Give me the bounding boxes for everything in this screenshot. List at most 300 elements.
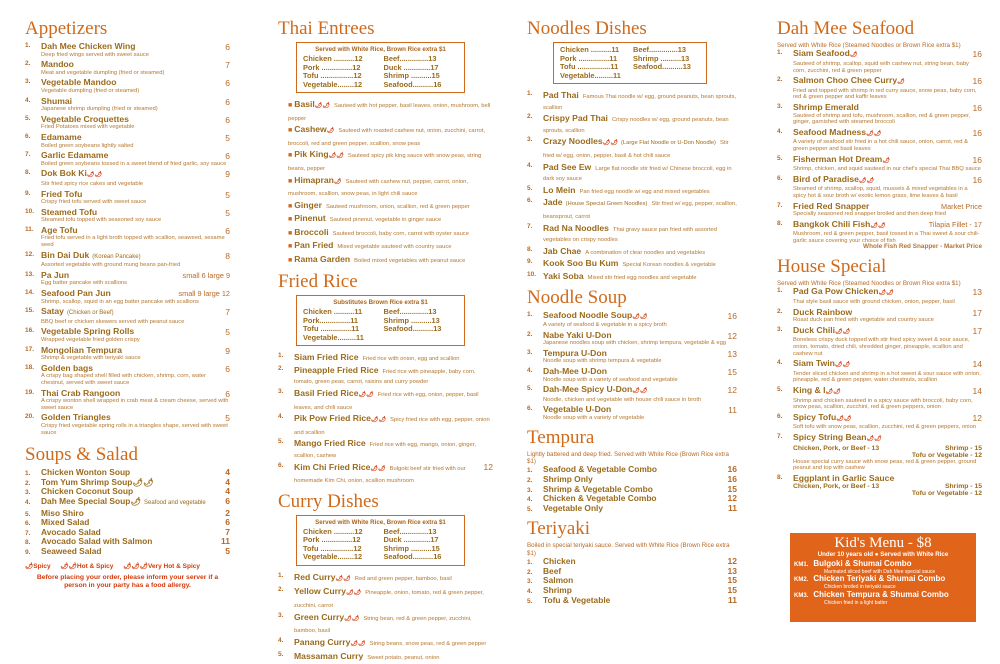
item-price: 4 bbox=[225, 467, 230, 478]
item-name-text: Spicy Tofu bbox=[793, 411, 837, 422]
price-cell: Shrimp ..........15 bbox=[383, 71, 440, 80]
item-price: 13 bbox=[972, 287, 982, 298]
bullet-icon: ■ bbox=[288, 229, 293, 237]
item-name-text: Rad Na Noodles bbox=[543, 222, 609, 233]
item-price: 12 bbox=[972, 412, 982, 423]
item-number: 8. bbox=[527, 245, 533, 253]
item-name bbox=[294, 227, 328, 237]
item-number: 1. bbox=[777, 49, 783, 57]
item-name-text: Golden Triangles bbox=[41, 412, 111, 423]
item-name bbox=[543, 136, 716, 146]
item-name bbox=[793, 76, 982, 88]
item-number: 8. bbox=[777, 219, 783, 227]
item-name bbox=[793, 175, 982, 187]
legend-very-hot: 🌶🌶🌶Very Hot & Spicy bbox=[123, 563, 200, 571]
kids-list bbox=[794, 560, 972, 606]
item-name-text: Shrimp Only bbox=[543, 474, 593, 485]
curry-price-grid bbox=[303, 528, 458, 562]
item-line bbox=[543, 113, 737, 134]
chili-icon: 🌶🌶 bbox=[86, 172, 103, 179]
item-number: 4. bbox=[527, 588, 533, 595]
chili-icon: 🌶 bbox=[849, 52, 858, 59]
item-name-text: Mandoo bbox=[41, 59, 74, 70]
item-description: Fried and topped with shrimp in red curry sauce, snow peas, baby corn, red & green pepper and kaffir leaves bbox=[793, 87, 977, 101]
item-description: Sweet potato, peanut, onion bbox=[367, 655, 440, 662]
item-name bbox=[41, 346, 230, 356]
item-name bbox=[41, 78, 230, 88]
item-price: 16 bbox=[972, 102, 982, 113]
item-name-text: Green Curry bbox=[294, 611, 345, 622]
item-description: Noodle soup with a variety of vegetable bbox=[543, 415, 645, 422]
item-description: Fried rice with egg, onion, pepper, basil leaves, and chili sauce bbox=[294, 392, 479, 411]
item-name bbox=[543, 349, 737, 359]
price-cell bbox=[633, 72, 700, 81]
item-line bbox=[294, 365, 493, 386]
seafood-list bbox=[777, 49, 982, 251]
item-number: 2. bbox=[527, 113, 533, 121]
item-number: 1. bbox=[278, 571, 284, 579]
menu-item bbox=[527, 246, 737, 257]
kids-description: Chicken fried in a light batter bbox=[824, 599, 888, 606]
chili-icon: 🌶 bbox=[326, 128, 335, 135]
item-line bbox=[543, 136, 737, 159]
item-price: 9 bbox=[225, 345, 230, 356]
item-name-text: Age Tofu bbox=[41, 224, 78, 235]
item-name-text: Bird of Paradise bbox=[793, 173, 859, 184]
tempura-sub: Lightly battered and deep fried. Served with White Rice (Brown Rice extra $1) bbox=[527, 450, 729, 466]
item-name bbox=[294, 572, 351, 582]
menu-item bbox=[278, 240, 493, 252]
menu-item bbox=[25, 364, 230, 387]
chili-icon: 🌶🌶 bbox=[632, 313, 648, 320]
house-title: House Special bbox=[777, 256, 887, 278]
menu-item bbox=[777, 326, 982, 357]
price-cell: Seafood..........16 bbox=[383, 79, 442, 89]
item-name-text: Lo Mein bbox=[543, 184, 576, 195]
menu-item bbox=[527, 504, 737, 514]
item-price: 8 bbox=[225, 250, 230, 261]
chili-icon: 🌶🌶 bbox=[866, 130, 882, 137]
item-description: Boiled green soybeans tossed in a sweet blend of fried garlic, soy sauce bbox=[41, 160, 227, 167]
price-cell: Tofu ................12 bbox=[303, 543, 362, 553]
menu-item bbox=[777, 433, 982, 472]
item-number: 6. bbox=[527, 197, 533, 205]
menu-item bbox=[527, 162, 737, 183]
item-name-note: (Large Flat Noodle or U-Don Noodle) bbox=[620, 140, 716, 147]
item-name-text: Pa Jun bbox=[41, 269, 70, 280]
item-number: 5. bbox=[527, 184, 533, 192]
item-name-text: Dah Mee Special Soup bbox=[41, 495, 131, 506]
kids-name: Bulgoki & Shumai Combo bbox=[813, 559, 912, 568]
item-name-text: Siam Fried Rice bbox=[294, 352, 359, 363]
item-number: 4. bbox=[527, 161, 533, 169]
item-name-text: Red Curry bbox=[294, 571, 336, 582]
house-sub: Served with White Rice (Steamed Noodles or Brown Rice extra $1) bbox=[777, 280, 961, 288]
menu-item bbox=[278, 124, 493, 147]
menu-item bbox=[278, 200, 493, 212]
item-number: 5. bbox=[777, 154, 783, 162]
item-number: 1. bbox=[527, 559, 533, 567]
price-tofu: Tofu or Vegetable - 12 bbox=[911, 490, 982, 498]
price-cell: Chicken ..........11 bbox=[560, 45, 620, 54]
item-number: 6. bbox=[278, 461, 284, 469]
item-price: 11 bbox=[221, 536, 230, 547]
price-cell: Seafood..........13 bbox=[633, 62, 691, 71]
item-name bbox=[294, 200, 322, 210]
menu-item bbox=[25, 289, 230, 305]
item-number: 16. bbox=[25, 327, 35, 335]
item-price-alt: Whole Fish Red Snapper - Market Price bbox=[863, 243, 982, 251]
price-meat: Chicken, Pork, or Beef - 13 bbox=[793, 483, 880, 491]
item-number: 5. bbox=[527, 505, 533, 513]
item-price: 4 bbox=[225, 486, 230, 497]
price-cell: Chicken ..........12 bbox=[303, 526, 363, 536]
item-name bbox=[543, 113, 608, 123]
price-cell: Vegetable.........11 bbox=[303, 332, 364, 342]
item-name-text: Vegetable U-Don bbox=[543, 404, 612, 415]
item-description: House special curry sauce with snow peas, red & green pepper, ground peanut and top with cashew bbox=[793, 458, 977, 472]
item-line bbox=[294, 651, 493, 662]
item-name-text: Pan Fried bbox=[294, 240, 334, 251]
item-number: 8. bbox=[25, 169, 31, 177]
chili-icon: 🌶🌶 bbox=[370, 417, 387, 424]
item-price: 12 bbox=[727, 556, 737, 567]
item-name-text: Fried Tofu bbox=[41, 188, 83, 199]
item-name-text: Avocado Salad bbox=[41, 526, 101, 537]
item-number: 5. bbox=[527, 385, 533, 393]
item-name-text: Mixed Salad bbox=[41, 517, 90, 528]
item-line bbox=[294, 637, 493, 650]
menu-item bbox=[278, 413, 493, 436]
item-description: Pan fried egg noodle w/ egg and mixed vegetables bbox=[579, 188, 710, 195]
menu-item bbox=[25, 346, 230, 362]
bullet-icon: ■ bbox=[288, 216, 293, 224]
item-description: Sauteed mushroom, onion, scallion, red & green pepper bbox=[325, 203, 470, 210]
item-number: 9. bbox=[25, 548, 31, 556]
item-name bbox=[294, 651, 363, 661]
item-description: Stir fried w/ egg, onion, pepper, basil & hot chili sauce bbox=[543, 140, 729, 159]
item-description: Mixed vegetable sauteed with country sauce bbox=[337, 244, 452, 251]
item-name-text: Nabe Yaki U-Don bbox=[543, 329, 612, 340]
menu-item bbox=[25, 97, 230, 113]
item-name-text: Cashew bbox=[294, 124, 327, 135]
item-description: Sauteed with cashew nut, pepper, carrot, onion, mushroom, scallion, snow peas, in light chili sauce bbox=[288, 178, 468, 198]
menu-item bbox=[278, 388, 493, 411]
item-description: Stir fried spicy rice cakes and vegetable bbox=[41, 180, 144, 187]
item-description: Soft tofu with snow peas, scallion, zucchini, red & green peppers, onion bbox=[793, 424, 977, 431]
item-number: 3. bbox=[527, 578, 533, 586]
price-tofu: Tofu or Vegetable - 12 bbox=[911, 451, 982, 459]
chili-icon: 🌶🌶 bbox=[866, 435, 882, 442]
legend-spicy: 🌶Spicy bbox=[25, 563, 51, 571]
item-number: 2. bbox=[25, 60, 31, 68]
item-description: Stir fried w/ egg, pepper, scallion, beansprout, carrot bbox=[543, 201, 737, 220]
item-description: Crispy fried vegetable spring rolls in a triangles shape, served with sweet sauce bbox=[41, 422, 228, 436]
item-name-text: Shrimp & Vegetable Combo bbox=[543, 483, 653, 494]
item-name-text: Fried Red Snapper bbox=[793, 200, 870, 211]
menu-item bbox=[25, 42, 230, 58]
item-line bbox=[288, 240, 493, 252]
item-number: 3. bbox=[527, 486, 533, 494]
item-name-text: Siam Twin bbox=[793, 358, 835, 369]
item-name-text: Fisherman Hot Dream bbox=[793, 153, 883, 164]
item-number: 7. bbox=[25, 151, 31, 159]
kids-name: Chicken Tempura & Shumai Combo bbox=[813, 589, 949, 599]
item-description: Thai style basil sauce with ground chicken, onion, pepper, basil bbox=[793, 299, 955, 306]
teriyaki-list bbox=[527, 557, 737, 605]
item-name-text: Vegetable Spring Rolls bbox=[41, 326, 135, 337]
menu-item bbox=[278, 586, 493, 609]
item-number: 14. bbox=[25, 289, 35, 297]
item-name-text: Shrimp Emerald bbox=[793, 101, 859, 112]
item-name-text: Kook Soo Bu Kum bbox=[543, 258, 619, 269]
menu-item bbox=[527, 385, 737, 403]
price-cell: Vegetable........12 bbox=[303, 79, 363, 89]
item-price: 4 bbox=[225, 476, 230, 487]
item-description: Red and green pepper, bamboo, basil bbox=[354, 575, 452, 582]
item-name bbox=[294, 149, 344, 159]
item-name-text: Shrimp bbox=[543, 585, 572, 595]
bullet-icon: ■ bbox=[288, 127, 293, 135]
chili-icon: 🌶🌶 bbox=[834, 362, 851, 369]
item-number: 19. bbox=[25, 388, 35, 396]
item-name-text: Vegetable Only bbox=[543, 502, 604, 513]
chili-icon: 🌶🌶 bbox=[335, 575, 351, 582]
price-cell: Tofu ................12 bbox=[303, 71, 362, 80]
rice-list bbox=[278, 352, 493, 485]
item-name bbox=[41, 364, 230, 374]
item-name bbox=[294, 462, 386, 472]
item-name-text: Crispy Pad Thai bbox=[543, 113, 608, 124]
teriyaki-sub: Boiled in special teriyaki sauce. Served with White Rice (Brown Rice extra $1) bbox=[527, 542, 730, 557]
item-name-text: Vegetable Mandoo bbox=[41, 77, 117, 88]
item-description: Large flat noodle stir fried w/ Chinese broccoli, egg in dark soy sauce bbox=[543, 165, 732, 183]
price-cell: Beef..............13 bbox=[383, 526, 437, 536]
price-cell: Pork ...............12 bbox=[303, 535, 361, 545]
item-number: 7. bbox=[777, 432, 783, 440]
item-number: 7. bbox=[777, 201, 783, 209]
item-line bbox=[294, 462, 493, 485]
menu-item bbox=[25, 190, 230, 206]
item-price: 14 bbox=[972, 386, 982, 396]
item-name bbox=[793, 474, 982, 484]
item-name-text: Ginger bbox=[294, 199, 322, 210]
menu-item bbox=[25, 327, 230, 343]
item-name-text: Yellow Curry bbox=[294, 586, 347, 597]
item-name-text: Mango Fried Rice bbox=[294, 438, 366, 449]
item-name bbox=[41, 97, 230, 107]
item-description: Meat and vegetable dumpling (fried or steamed) bbox=[41, 69, 165, 76]
item-name-text: Salmon bbox=[543, 575, 574, 586]
price-cell: Tofu ...............11 bbox=[303, 324, 360, 334]
item-name bbox=[41, 169, 230, 181]
seafood-title: Dah Mee Seafood bbox=[777, 18, 915, 39]
item-number: 6. bbox=[777, 174, 783, 182]
item-number: 3. bbox=[278, 611, 284, 619]
item-price: 6 bbox=[225, 388, 230, 399]
item-price: small 9 large 12 bbox=[178, 289, 230, 299]
menu-item bbox=[777, 308, 982, 324]
appetizers-list bbox=[25, 42, 230, 436]
menu-item bbox=[527, 311, 737, 329]
item-price: 14 bbox=[972, 359, 982, 370]
item-price: 9 bbox=[225, 169, 230, 180]
item-name bbox=[543, 405, 737, 415]
item-description: A variety of seafood stir fried in a hot chili sauce, onion, carrot, red & green pepper and basil leaves bbox=[793, 139, 968, 152]
item-name-text: Thai Crab Rangoon bbox=[41, 387, 121, 398]
price-meat: Chicken, Pork, or Beef - 13 bbox=[793, 444, 880, 452]
chili-icon: 🌶🌶 bbox=[370, 465, 386, 472]
bullet-icon: ■ bbox=[288, 152, 293, 160]
item-name bbox=[294, 612, 359, 622]
item-price: 6 bbox=[225, 495, 230, 506]
item-name bbox=[41, 389, 230, 399]
item-name-text: Seafood Madness bbox=[793, 126, 867, 137]
item-description: Spicy fried rice with egg, pepper, onion and scallion bbox=[294, 417, 490, 436]
thai-box-header: Served with White Rice, Brown Rice extra $1 bbox=[315, 46, 446, 53]
chili-icon: 🌶🌶 bbox=[344, 615, 360, 622]
menu-item bbox=[25, 133, 230, 149]
chili-icon: 🌶🌶 bbox=[632, 388, 648, 395]
item-description: BBQ beef or chicken skewers served with peanut sauce bbox=[41, 318, 185, 325]
price-cell: Chicken ..........11 bbox=[303, 307, 363, 317]
item-description: Mushroom, red & green pepper, basil tossed in a Thai sweet & sour chili-garlic sauce covering your choice of fish bbox=[793, 231, 980, 244]
item-description: Thai gravy sauce pan fried with assorted vegetables on crispy noodles bbox=[543, 226, 717, 244]
bullet-icon: ■ bbox=[288, 243, 293, 251]
menu-item bbox=[777, 359, 982, 384]
item-description: Sauteed with roasted cashew nut, onion, zucchini, carrot, broccoli, red and green pepper, scallion, snow peas bbox=[288, 128, 485, 147]
item-description: Fried rice with egg, mango, onion, ginger, scallion, cashew bbox=[294, 442, 476, 459]
menu-item bbox=[25, 169, 230, 187]
item-name bbox=[294, 365, 379, 375]
item-name bbox=[41, 413, 230, 423]
item-number: 4. bbox=[777, 127, 783, 135]
item-name bbox=[543, 185, 575, 195]
item-name-text: Crazy Noodles bbox=[543, 136, 603, 147]
item-name bbox=[543, 246, 581, 256]
price-cell: Shrimp ..........13 bbox=[383, 315, 440, 325]
item-name-text: Pad Thai bbox=[543, 90, 579, 100]
kids-description: Marinated sliced beef with Dah Mee special sauce bbox=[824, 568, 936, 575]
item-number: 8. bbox=[777, 473, 783, 481]
item-number: 10. bbox=[25, 207, 35, 215]
item-description: Sauteed spicy pik king sauce with snow peas, string beans, pepper bbox=[288, 153, 482, 172]
item-name bbox=[41, 251, 230, 263]
menu-item bbox=[527, 90, 737, 111]
item-number: 3. bbox=[25, 78, 31, 86]
item-description: Sauteed pinenut, vegetable in ginger sauce bbox=[329, 217, 442, 224]
item-price: 6 bbox=[225, 114, 230, 125]
menu-item bbox=[527, 223, 737, 244]
item-description: Roast duck pan fried with vegetable and country sauce bbox=[793, 317, 934, 324]
item-name bbox=[294, 124, 334, 134]
item-number: 7. bbox=[527, 222, 533, 230]
item-name-note: (Chicken or Beef) bbox=[66, 310, 114, 317]
item-number: 4. bbox=[527, 367, 533, 375]
item-number: 12. bbox=[25, 250, 35, 258]
item-name-text: Chicken Coconut Soup bbox=[41, 486, 134, 497]
item-price: 12 bbox=[727, 385, 737, 396]
item-description: Vegetable dumpling (fried or steamed) bbox=[41, 87, 140, 94]
price-cell: Beef..............13 bbox=[633, 45, 686, 54]
item-number: 3. bbox=[527, 136, 533, 144]
item-name bbox=[41, 60, 230, 70]
item-name-text: Pik King bbox=[294, 149, 329, 160]
item-name bbox=[543, 385, 737, 397]
menu-item bbox=[25, 271, 230, 287]
item-name-text: Avocado Salad with Salmon bbox=[41, 536, 153, 547]
item-name-text: Dah-Mee Spicy U-Don bbox=[543, 384, 633, 395]
item-name-text: Golden bags bbox=[41, 362, 94, 373]
item-line bbox=[294, 586, 493, 609]
item-name-text: Chicken & Vegetable Combo bbox=[543, 493, 657, 504]
item-number: 17. bbox=[25, 345, 35, 353]
price-cell: Shrimp ..........13 bbox=[633, 53, 690, 63]
menu-item bbox=[777, 220, 982, 251]
item-description: Special Korean noodles & vegetable bbox=[622, 262, 716, 269]
item-name bbox=[543, 367, 737, 377]
noodle-soup-list bbox=[527, 311, 737, 422]
item-description: Famous Thai noodle w/ egg, ground peanuts, bean sprouts, scallion bbox=[543, 94, 737, 111]
item-number: 2. bbox=[25, 479, 31, 487]
item-name bbox=[294, 413, 386, 423]
menu-item bbox=[777, 49, 982, 74]
chili-icon: 🌶🌶 bbox=[132, 476, 154, 487]
item-name bbox=[41, 327, 230, 337]
menu-item bbox=[777, 175, 982, 200]
menu-item bbox=[278, 612, 493, 635]
item-description: Japanese shrimp dumpling (fried or steamed) bbox=[41, 106, 158, 113]
item-name bbox=[294, 99, 330, 109]
price-line bbox=[793, 445, 982, 452]
price-shrimp: Shrimp - 15 bbox=[944, 483, 982, 491]
item-number: 7. bbox=[25, 529, 31, 537]
item-name-text: Jab Chae bbox=[543, 245, 582, 256]
item-name-text: Steamed Tofu bbox=[41, 206, 98, 217]
item-description: Noodle soup with shrimp tempura & vegetable bbox=[543, 358, 662, 365]
thai-title: Thai Entrees bbox=[278, 18, 375, 39]
kids-code: KM2. bbox=[794, 577, 809, 584]
seafood-sub: Served with White Rice (Steamed Noodles or Brown Rice extra $1) bbox=[777, 42, 961, 49]
menu-item bbox=[278, 99, 493, 122]
item-name bbox=[543, 197, 647, 207]
item-price: 16 bbox=[972, 154, 982, 165]
item-name-text: Yaki Soba bbox=[543, 270, 584, 281]
item-name-text: Seafood Pan Jun bbox=[41, 288, 111, 299]
menu-item bbox=[527, 367, 737, 383]
item-price: 17 bbox=[972, 307, 982, 318]
item-name-text: Pad See Ew bbox=[543, 161, 592, 172]
item-name-text: Shumai bbox=[41, 95, 73, 106]
item-line bbox=[294, 438, 493, 459]
rice-box-header: Substitutes Brown Rice extra $1 bbox=[333, 299, 428, 307]
item-number: 1. bbox=[527, 310, 533, 318]
item-name-text: Pineapple Fried Rice bbox=[294, 364, 379, 375]
price-cell bbox=[384, 334, 459, 343]
item-number: 15. bbox=[25, 307, 35, 315]
item-description: Assorted vegetable with ground mung beans pan-fried bbox=[41, 262, 181, 269]
menu-item bbox=[527, 271, 737, 282]
menu-item bbox=[777, 287, 982, 305]
item-description: String bean, red & green pepper, zucchini, bamboo, basil bbox=[294, 615, 472, 635]
menu-item bbox=[25, 208, 230, 224]
price-cell: Pork...............11 bbox=[303, 315, 359, 325]
column-4 bbox=[777, 18, 982, 499]
price-cell: Vegetable.........11 bbox=[560, 70, 621, 80]
item-number: 10. bbox=[527, 270, 537, 278]
item-name bbox=[294, 175, 341, 185]
item-name bbox=[543, 258, 618, 268]
